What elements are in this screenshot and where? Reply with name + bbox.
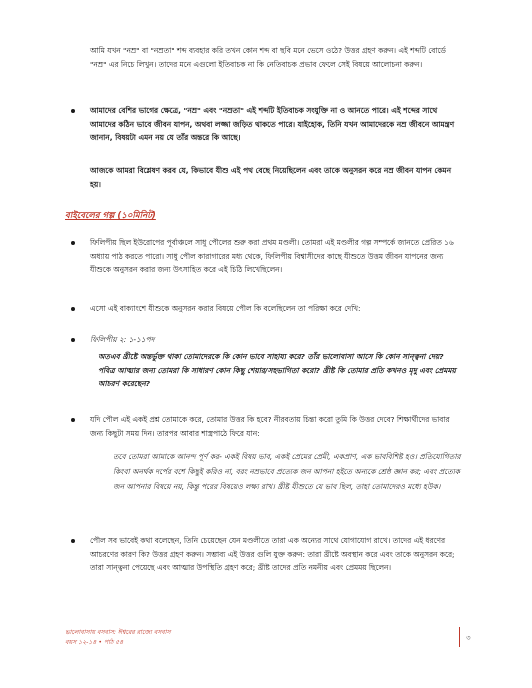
bullet-marker — [71, 109, 75, 113]
scripture-quote-2: তবে তোমরা আমাকে আনন্দ পূর্ণ কর- একই বিষয় ভাব, একই প্রেমের প্রেমী, একপ্রাণ, এক ভাববিশিষ্ট হও। প্রতিযোগিতার কিংবা অনর্থক দর্পের বশে কিছুই করিও না, বরং নম্রভাবে প্রত্যেক জন আপনা হইতে অন্যকে শ্রেষ্ঠ জ্ঞান কর; এবং প্রত্যেক জন আপনার বিষয়ে নয়, কিন্তু পরের বিষয়েও লক্ষ্য রাখ। খ্রীষ্ট যীশুতে যে ভাব ছিল, তাহা তোমাদেরও মধ্যে হউক। — [113, 452, 461, 491]
today-paragraph: আজকে আমরা বিশ্লেষণ করব যে, কিভাবে যীশু এই পথ বেছে নিয়েছিলেন এবং তাকে অনুসরন করে নম্র জীবন যাপন কেমন হয়। — [90, 166, 452, 189]
page-number: ৩ — [466, 634, 471, 642]
bullet-fellowship: পৌল সব ভাবেই কথা বলেছেন, তিনি চেয়েছেন যেন মণ্ডলীতে তারা এক অন্যের সাথে যোগাযোগ রাখে। তাদের এই ধরণের আচরণের কারণ কি? উত্তর গ্রহণ করুন। সম্ভাব্য এই উত্তর গুলি যুক্ত করুন: তারা খ্রীষ্টে অবস্থান করে এবং তাকে অনুসরন করে; তারা সান্ত্বনা পেয়েছে এবং আত্মার উপস্থিতি গ্রহণ করে; খ্রীষ্ট তাদের প্রতি নমনীয় এবং প্রেমময় ছিলেন। — [90, 536, 455, 573]
bullet-reflection: যদি পৌল এই একই প্রশ্ন তোমাকে করে, তোমার উত্তর কি হবে? নীরবতায় চিন্তা করো তুমি কি উত্তর দেবে? শিক্ষার্থীদের ভাবার জন্য কিছুটা সময় দিন। তারপর আবার শাস্ত্রপাঠে ফিরে যান: — [90, 415, 450, 438]
footer-divider — [459, 627, 460, 647]
scripture-reference: ফিলিপীয় ২: ১-১১পদ — [90, 335, 155, 344]
bullet-marker — [71, 418, 75, 422]
bullet-examine-passage: এসো এই বাক্যাংশে যীশুকে অনুসরন করার বিষয়ে পৌল কি বলেছিলেন তা পরিক্ষা করে দেখি: — [90, 304, 361, 313]
bullet-philippi-history: ফিলিপীয় ছিল ইউরোপের পূর্বাঞ্চলে সাধু পৌলের শুরু করা প্রথম মণ্ডলী। তোমরা এই মণ্ডলীর গল্প সম্পর্কে জানতে প্রেরিত ১৬ অধ্যায় পাঠ করতে পারো। সাধু পৌল কারাগারের মধ্য থেকে, ফিলিপীয় বিশ্বাসীদের কাছে যীশুতে উত্তম জীবন যাপনের জন্য যীশুকে অনুসরন করার জন্য উৎসাহিত করে এই চিঠি লিখেছিলেন। — [90, 238, 454, 275]
footer-subtitle: বয়স ১২-১৪ • পাঠ ৫৪ — [65, 639, 124, 646]
footer-title: ভালোবাসায় বসবাস: ঈশ্বরের রাজ্যে বসবাস — [65, 629, 171, 636]
section-heading: বাইবেলের গল্প (১০মিনিট) — [65, 211, 156, 221]
intro-paragraph: আমি যখন "নম্র" বা "নম্রতা" শব্দ ব্যবহার করি তখন কোন শব্দ বা ছবি মনে ভেসে ওঠে? উত্তর গ্রহণ করুন। এই শব্দটি বোর্ডে "নম্র" এর নিচে লিখুন। তাদের মনে এগুলো ইতিবাচক না কি নেতিবাচক প্রভাব ফেলে সেই বিষয়ে আলোচনা করুন। — [90, 46, 446, 69]
bullet-marker — [71, 338, 75, 342]
scripture-quote: অতএব খ্রীষ্টে অন্তর্ভুক্ত থাকা তোমাদেরকে কি কোন ভাবে সাহায্য করে? তাঁর ভালোবাসা আসে কি কোন সান্ত্বনা দেয়? পবিত্র আত্মার জন্য তোমরা কি সাধারণ কোন কিছু শেয়ার/সহভাগিতা করো? খ্রীষ্ট কি তোমার প্রতি কখনও মৃদু এবং প্রেমময় আচরণ করেছেন? — [98, 352, 456, 389]
bullet-marker — [71, 241, 75, 245]
bullet-marker — [71, 307, 75, 311]
bullet-marker — [71, 539, 75, 543]
note-paragraph: আমাদের বেশির ভাগের ক্ষেত্রে, "নম্র" এবং "নম্রতা" এই শব্দটি ইতিবাচক সংযুক্তি না ও আনতে পারে। এই শব্দের সাথে আমাদের কঠিন ভাবে জীবন যাপন, অথবা লজ্জা জড়িত থাকতে পারে। যাইহোক, তিনি যখন আমাদেরকে নম্র জীবনে আমন্ত্রণ জানান, বিষয়টা এমন নয় যে তাঁর অন্তরে কি আছে। — [90, 106, 455, 143]
